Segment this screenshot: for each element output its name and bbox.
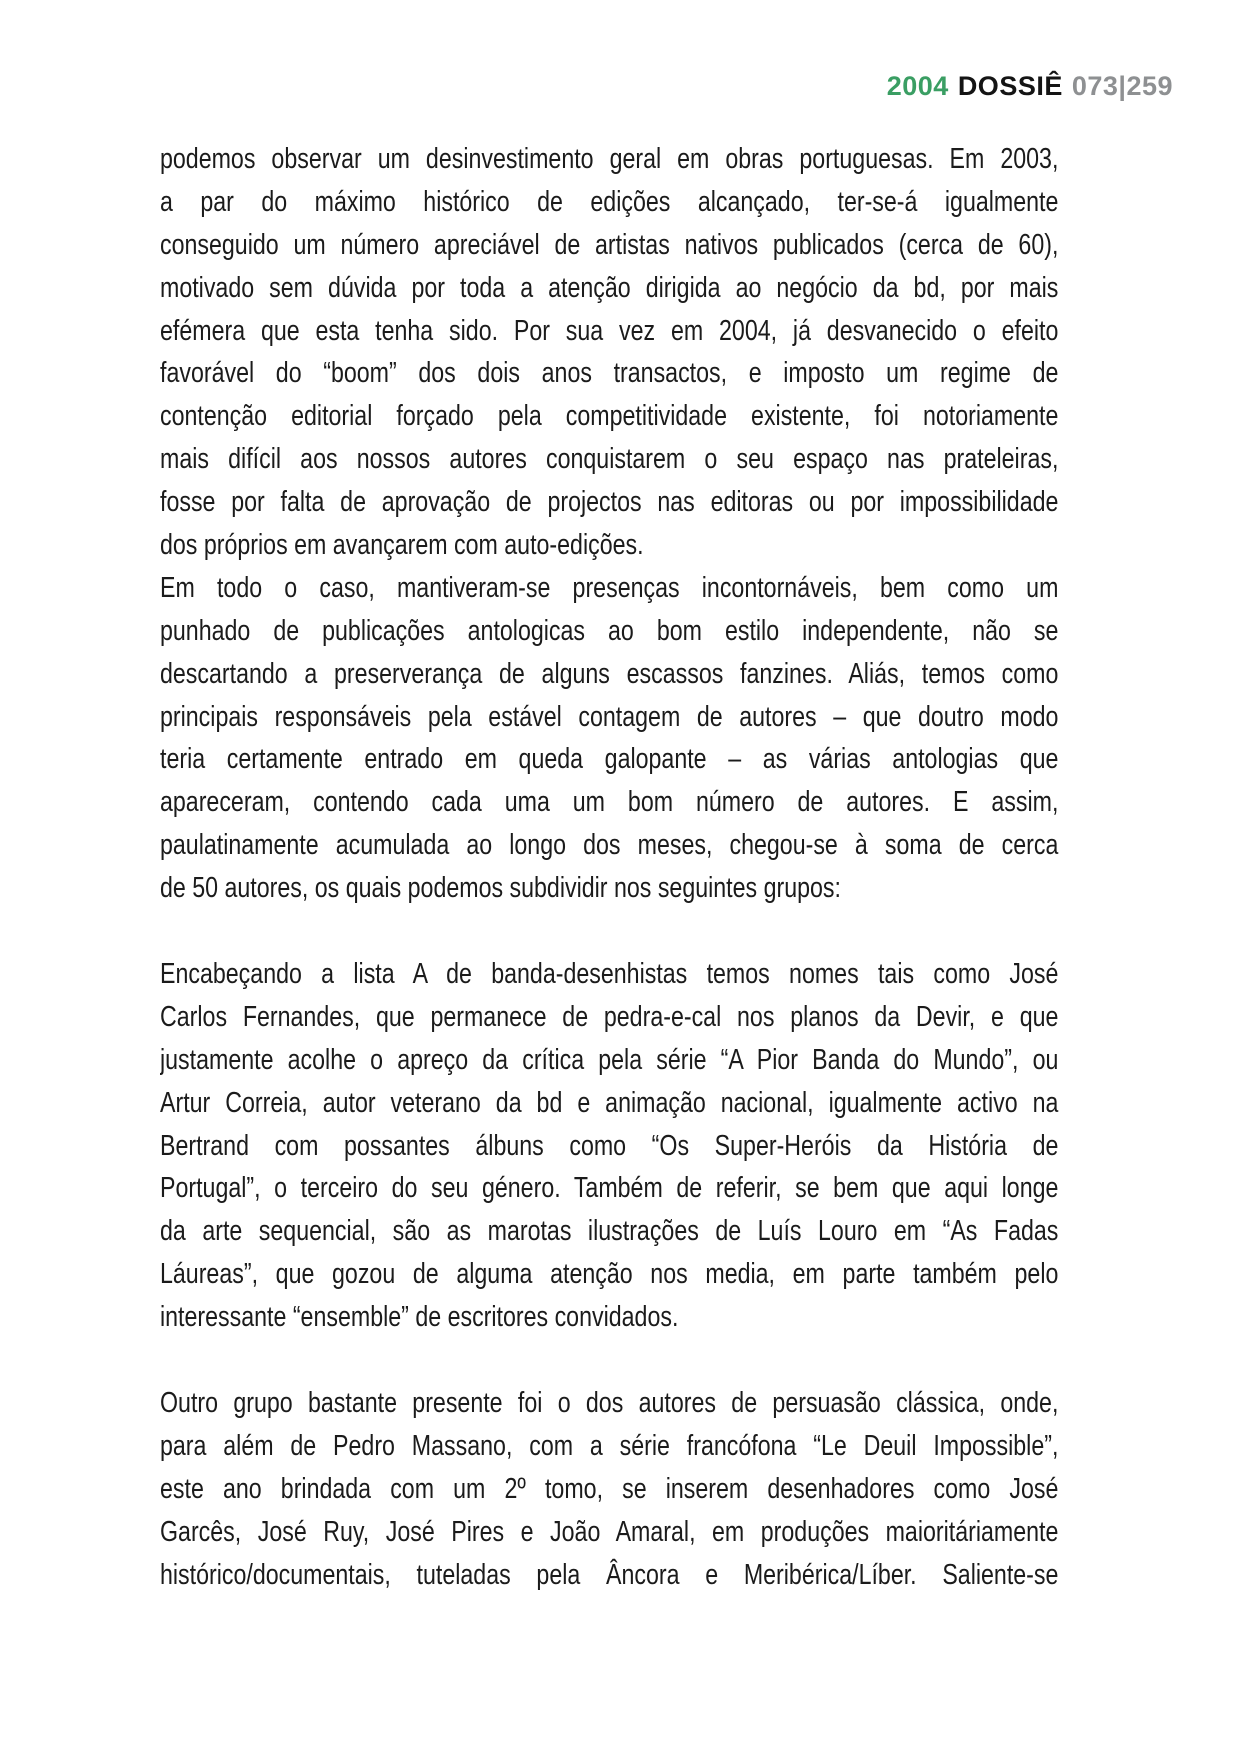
text-line: Láureas”, que gozou de alguma atenção nos media, em parte também pelo bbox=[160, 1258, 1059, 1291]
text-line: descartando a preserverança de alguns escassos fanzines. Aliás, temos como bbox=[160, 657, 1059, 690]
text-line: interessante “ensemble” de escritores convidados. bbox=[160, 1301, 679, 1334]
text-line: punhado de publicações antologicas ao bom estilo independente, não se bbox=[160, 614, 1059, 647]
text-line: histórico/documentais, tuteladas pela Âncora e Meribérica/Líber. Saliente-se bbox=[160, 1558, 1059, 1591]
text-line: mais difícil aos nossos autores conquistarem o seu espaço nas prateleiras, bbox=[160, 443, 1059, 476]
text-line: favorável do “boom” dos dois anos transactos, e imposto um regime de bbox=[160, 357, 1059, 390]
paragraph-3 bbox=[160, 953, 1058, 1339]
text-line: efémera que esta tenha sido. Por sua vez em 2004, já desvanecido o efeito bbox=[160, 314, 1059, 347]
text-line: Em todo o caso, mantiveram-se presenças incontornáveis, bem como um bbox=[160, 571, 1059, 604]
article-body bbox=[160, 138, 1058, 1597]
text-line: paulatinamente acumulada ao longo dos meses, chegou-se à soma de cerca bbox=[160, 829, 1059, 862]
text-line: apareceram, contendo cada uma um bom número de autores. E assim, bbox=[160, 786, 1059, 819]
text-line: Outro grupo bastante presente foi o dos autores de persuasão clássica, onde, bbox=[160, 1387, 1059, 1420]
paragraph-2 bbox=[160, 567, 1058, 910]
text-line: Garcês, José Ruy, José Pires e João Amaral, em produções maioritáriamente bbox=[160, 1515, 1059, 1548]
text-line: podemos observar um desinvestimento geral em obras portuguesas. Em 2003, bbox=[160, 143, 1059, 175]
text-line: da arte sequencial, são as marotas ilustrações de Luís Louro em “As Fadas bbox=[160, 1215, 1059, 1248]
text-line: teria certamente entrado em queda galopante – as várias antologias que bbox=[160, 743, 1059, 776]
paragraph-1 bbox=[160, 138, 1058, 567]
text-line: a par do máximo histórico de edições alcançado, ter-se-á igualmente bbox=[160, 185, 1059, 218]
text-line: motivado sem dúvida por toda a atenção dirigida ao negócio da bd, por mais bbox=[160, 271, 1059, 304]
text-line: fosse por falta de aprovação de projectos nas editoras ou por impossibilidade bbox=[160, 486, 1059, 519]
page-header bbox=[887, 73, 1173, 100]
text-line: Carlos Fernandes, que permanece de pedra-e-cal nos planos da Devir, e que bbox=[160, 1000, 1059, 1033]
text-line: dos próprios em avançarem com auto-edições. bbox=[160, 529, 644, 562]
text-line: de 50 autores, os quais podemos subdividir nos seguintes grupos: bbox=[160, 872, 841, 905]
text-line: este ano brindada com um 2º tomo, se inserem desenhadores como José bbox=[160, 1472, 1059, 1505]
header-section-title: DOSSIÊ bbox=[957, 71, 1063, 101]
paragraph-4 bbox=[160, 1382, 1058, 1596]
text-line: justamente acolhe o apreço da crítica pela série “A Pior Banda do Mundo”, ou bbox=[160, 1043, 1059, 1076]
text-line: Bertrand com possantes álbuns como “Os Super-Heróis da História de bbox=[160, 1129, 1059, 1162]
text-line: Artur Correia, autor veterano da bd e animação nacional, igualmente activo na bbox=[160, 1086, 1059, 1119]
text-line: Portugal”, o terceiro do seu género. Também de referir, se bem que aqui longe bbox=[160, 1172, 1059, 1205]
text-line: Encabeçando a lista A de banda-desenhistas temos nomes tais como José bbox=[160, 958, 1059, 991]
text-line: para além de Pedro Massano, com a série francófona “Le Deuil Impossible”, bbox=[160, 1429, 1059, 1462]
text-line: contenção editorial forçado pela competitividade existente, foi notoriamente bbox=[160, 400, 1059, 433]
text-line: conseguido um número apreciável de artistas nativos publicados (cerca de 60), bbox=[160, 228, 1059, 261]
header-year: 2004 bbox=[886, 71, 949, 101]
text-line: principais responsáveis pela estável contagem de autores – que doutro modo bbox=[160, 700, 1059, 733]
header-page-numbers: 073|259 bbox=[1071, 71, 1173, 101]
